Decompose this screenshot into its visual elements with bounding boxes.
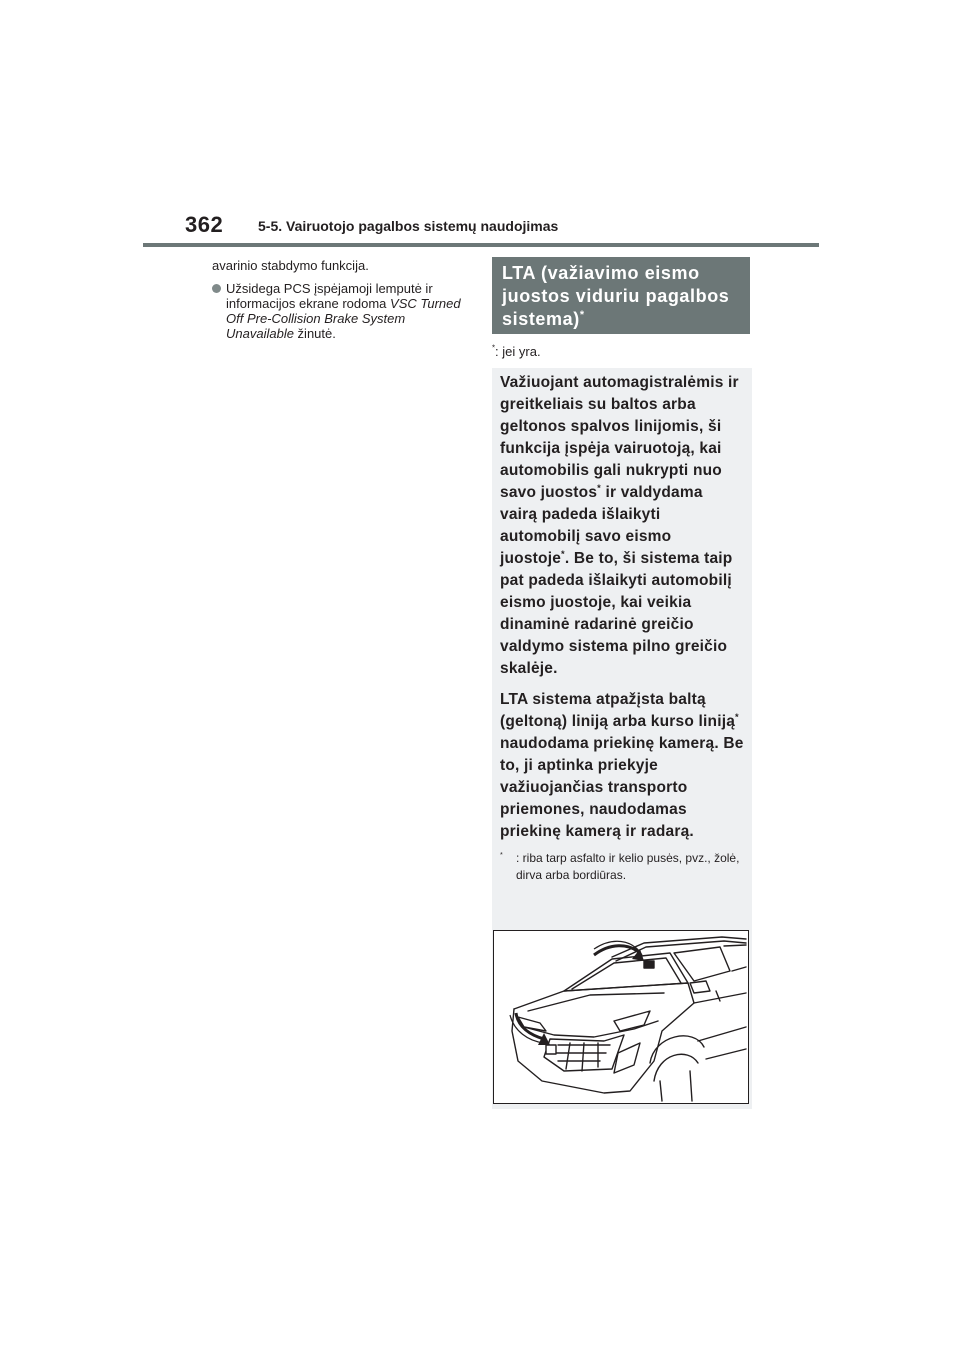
info-paragraph-1-mark-2: * bbox=[561, 548, 565, 559]
section-heading-text: LTA (važiavimo eismo juostos viduriu pagalbos sistema) bbox=[502, 263, 730, 329]
info-paragraph-2-mark: * bbox=[735, 711, 739, 722]
bullet-text-before: Užsidega PCS įspėjamoji lemputė ir informacijos ekrane rodoma bbox=[226, 281, 433, 311]
info-paragraph-2-part-2: naudodama priekinę kamerą. Be to, ji aptinka priekyje važiuojančias transporto priemones, naudodamas priekinę kamerą ir radarą. bbox=[500, 735, 744, 840]
info-paragraph-1-part-3: . Be to, ši sistema taip pat padeda išlaikyti automobilį eismo juostoje, kai veikia dinaminė radarinė greičio valdymo sistema pilno greičio skalėje. bbox=[500, 550, 733, 677]
info-paragraph-2-part-1: LTA sistema atpažįsta baltą (geltoną) liniją arba kurso liniją bbox=[500, 691, 736, 730]
info-paragraph-1-mark-1: * bbox=[597, 482, 601, 493]
availability-footnote-mark: * bbox=[492, 343, 496, 353]
info-paragraph-2 bbox=[500, 689, 744, 843]
left-column bbox=[212, 258, 462, 349]
bullet-message: VSC Turned Off Pre-Collision Brake System Unavailable bbox=[226, 296, 461, 341]
section-heading bbox=[492, 257, 750, 334]
header-divider bbox=[143, 243, 819, 247]
chapter-title: 5-5. Vairuotojo pagalbos sistemų naudojimas bbox=[258, 218, 559, 234]
info-footnote-mark: * bbox=[500, 850, 503, 859]
bullet-icon bbox=[212, 284, 221, 293]
info-footnote bbox=[500, 850, 744, 884]
suv-illustration bbox=[494, 931, 748, 1103]
availability-footnote-text: : jei yra. bbox=[495, 344, 541, 359]
suv-figure bbox=[493, 930, 749, 1104]
bullet-item bbox=[212, 281, 462, 341]
info-paragraph-1-part-2: ir valdydama vairą padeda išlaikyti automobilį savo eismo juostoje bbox=[500, 484, 703, 567]
bullet-text-after: žinutė. bbox=[293, 326, 336, 341]
info-paragraph-1-part-1: Važiuojant automagistralėmis ir greitkeliais su baltos arba geltonos spalvos linijomis, ši funkcija įspėja vairuotoją, kai automobilis gali nukrypti nuo savo juostos bbox=[500, 374, 739, 501]
info-paragraph-1 bbox=[500, 372, 744, 680]
section-heading-mark: * bbox=[579, 309, 585, 321]
continuation-text: avarinio stabdymo funkcija. bbox=[212, 258, 369, 273]
page-number: 362 bbox=[185, 212, 224, 237]
availability-footnote bbox=[492, 344, 541, 359]
info-footnote-text: : riba tarp asfalto ir kelio pusės, pvz., žolė, dirva arba bordiūras. bbox=[516, 851, 740, 882]
